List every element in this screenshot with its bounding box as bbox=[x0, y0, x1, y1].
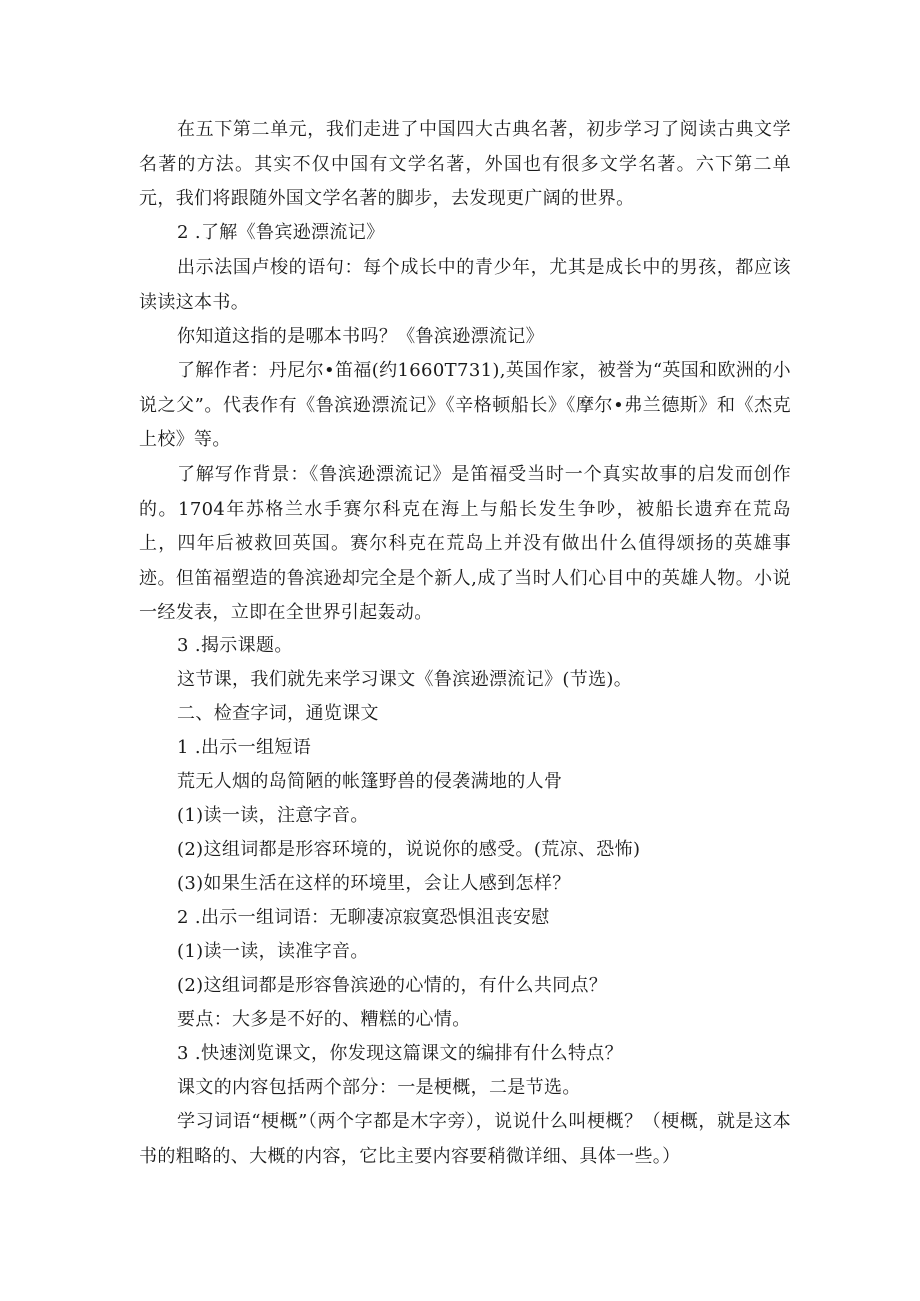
key-point-paragraph: 要点：大多是不好的、糟糕的心情。 bbox=[177, 1009, 471, 1030]
subheading-browse-text: 3 .快速浏览课文，你发现这篇课文的编排有什么特点？ bbox=[177, 1043, 623, 1064]
intro-paragraph: 在五下第二单元，我们走进了中国四大古典名著，初步学习了阅读古典文学名著的方法。其实不仅中国有文学名著，外国也有很多文学名著。六下第二单元，我们将跟随外国文学名著的脚步，去发现更广阔的世界。 bbox=[139, 119, 791, 209]
rousseau-quote-paragraph: 出示法国卢梭的语句：每个成长中的青少年，尤其是成长中的男孩，都应该读读这本书。 bbox=[139, 257, 791, 313]
task-item: (2)这组词都是形容鲁滨逊的心情的，有什么共同点？ bbox=[177, 975, 608, 996]
task-item: (3)如果生活在这样的环境里，会让人感到怎样？ bbox=[177, 873, 571, 894]
section-heading-understand-book: 2 .了解《鲁宾逊漂流记》 bbox=[177, 222, 385, 243]
phrase-list: 荒无人烟的岛简陋的帐篷野兽的侵袭满地的人骨 bbox=[177, 771, 563, 792]
background-paragraph: 了解写作背景：《鲁滨逊漂流记》是笛福受当时一个真实故事的启发而创作的。1704年苏格兰水手赛尔科克在海上与船长发生争吵，被船长遗弃在荒岛上，四年后被救回英国。赛尔科克在荒岛上并没有做出什么值得颂扬的英雄事迹。但笛福塑造的鲁滨逊却完全是个新人,成了当时人们心目中的英雄人物。小说一经发表，立即在全世界引起轰动。 bbox=[139, 464, 791, 623]
task-item: (1)读一读，读准字音。 bbox=[177, 941, 369, 962]
lesson-intro-paragraph: 这节课，我们就先来学习课文《鲁滨逊漂流记》(节选)。 bbox=[177, 669, 633, 690]
summary-definition-paragraph: 学习词语“梗概”（两个字都是木字旁），说说什么叫梗概？（梗概，就是这本书的粗略的、大概的内容，它比主要内容要稍微详细、具体一些。） bbox=[139, 1111, 791, 1167]
author-paragraph: 了解作者：丹尼尔•笛福(约1660T731),英国作家，被誉为“英国和欧洲的小说之父”。代表作有《鲁滨逊漂流记》《辛格顿船长》《摩尔•弗兰德斯》和《杰克上校》等。 bbox=[139, 360, 791, 450]
section-heading-reveal-title: 3 .揭示课题。 bbox=[177, 635, 293, 656]
subheading-words: 2 .出示一组词语：无聊凄凉寂寞恐惧沮丧安慰 bbox=[177, 907, 550, 928]
task-item: (1)读一读，注意字音。 bbox=[177, 805, 369, 826]
section-heading-check-words: 二、检查字词，通览课文 bbox=[177, 703, 379, 724]
content-parts-paragraph: 课文的内容包括两个部分：一是梗概，二是节选。 bbox=[177, 1077, 581, 1098]
subheading-phrases: 1 .出示一组短语 bbox=[177, 737, 312, 758]
task-item: (2)这组词都是形容环境的，说说你的感受。(荒凉、恐怖) bbox=[177, 839, 641, 860]
question-paragraph: 你知道这指的是哪本书吗？《鲁滨逊漂流记》 bbox=[177, 326, 544, 347]
